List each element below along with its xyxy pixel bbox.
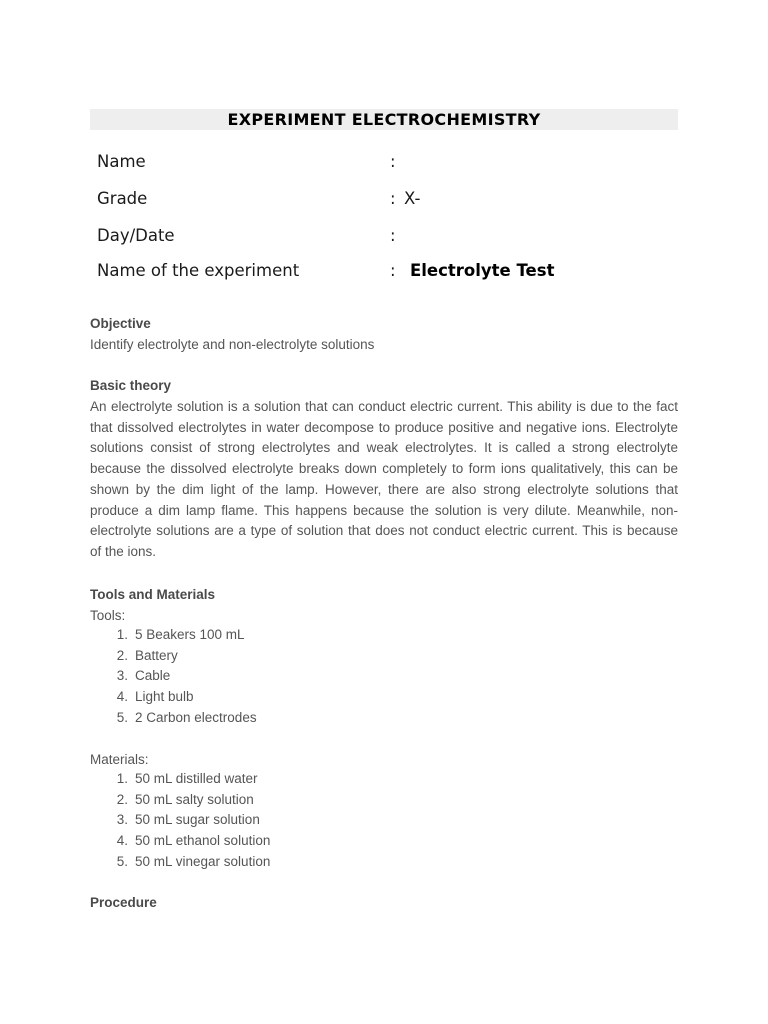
list-text: 50 mL sugar solution: [135, 812, 260, 828]
list-number: 1.: [116, 627, 128, 642]
experiment-name-value: Electrolyte Test: [410, 261, 555, 280]
materials-label: Materials:: [90, 752, 149, 767]
list-number: 1.: [116, 771, 128, 786]
basic-theory-text: An electrolyte solution is a solution that can conduct electric current. This ability is due to the fact that dissolved electrolytes in water decompose to produce positive and negative ions. Electrolyte solutions consist of strong electrolytes and weak electrolytes. It is called a strong electrolyte because the dissolved electrolyte breaks down completely to form ions qualitatively, this can be shown by the dim light of the lamp. However, there are also strong electrolyte solutions that produce a dim lamp flame. This happens because the solution is very dilute. Meanwhile, non-electrolyte solutions are a type of solution that does not conduct electric current. This is because of the ions.: [90, 399, 678, 559]
info-label: Day/Date: [97, 226, 175, 245]
list-text: 50 mL ethanol solution: [135, 833, 271, 849]
list-text: Cable: [135, 668, 171, 684]
info-label: Name: [97, 152, 146, 171]
info-colon: :: [390, 152, 396, 171]
info-row-grade: [97, 189, 677, 213]
objective-heading: Objective: [90, 316, 151, 331]
info-label: Name of the experiment: [97, 261, 300, 280]
list-number: 4.: [116, 689, 128, 705]
list-text: 50 mL salty solution: [135, 791, 254, 807]
list-number: 2.: [116, 647, 128, 663]
list-text: 5 Beakers 100 mL: [135, 627, 245, 642]
info-colon: :: [390, 189, 396, 208]
list-number: 5.: [116, 709, 128, 725]
list-number: 5.: [116, 853, 128, 869]
objective-text: Identify electrolyte and non-electrolyte solutions: [90, 337, 375, 352]
list-text: 50 mL vinegar solution: [135, 853, 271, 869]
document-title: EXPERIMENT ELECTROCHEMISTRY: [90, 109, 678, 130]
list-number: 3.: [116, 668, 128, 684]
info-value: X-: [404, 189, 421, 208]
list-number: 4.: [116, 833, 128, 849]
list-text: Light bulb: [135, 689, 194, 705]
info-colon: :: [390, 226, 396, 245]
procedure-heading: Procedure: [90, 895, 157, 910]
tools-label: Tools:: [90, 608, 126, 623]
basic-theory-heading: Basic theory: [90, 378, 172, 393]
list-text: 2 Carbon electrodes: [135, 709, 257, 725]
info-row-name: [97, 152, 677, 176]
list-number: 3.: [116, 812, 128, 828]
info-row-experiment-name: [97, 261, 677, 285]
list-text: 50 mL distilled water: [135, 771, 258, 786]
list-number: 2.: [116, 791, 128, 807]
list-text: Battery: [135, 647, 178, 663]
info-colon: :: [390, 261, 396, 280]
tools-materials-heading: Tools and Materials: [90, 587, 216, 602]
info-label: Grade: [97, 189, 148, 208]
info-row-day-date: [97, 226, 677, 250]
